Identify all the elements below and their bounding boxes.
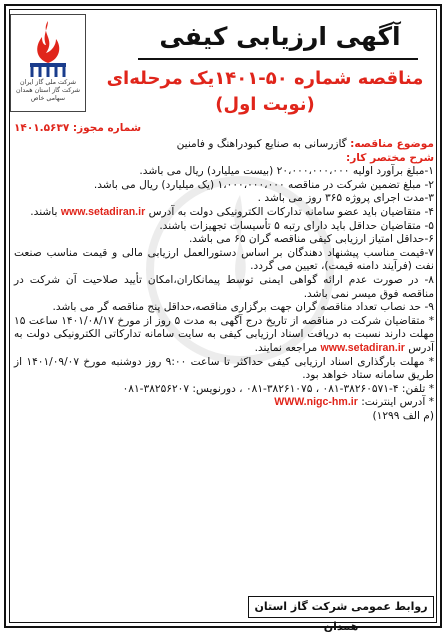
item-8: ۸- در صورت عدم ارائه گواهی ایمنی توسط پیمانکاران،امکان تأیید صلاحیت آن شرکت در مناقصه فوق میسر نمی باشد.: [14, 273, 434, 300]
item-4-text: ۴- متقاضیان باید عضو سامانه تدارکات الکترونیکی دولت به آدرس: [148, 205, 434, 218]
note-1: [14, 315, 434, 356]
company-logo: [10, 14, 86, 112]
tender-round: (نوبت اول): [215, 94, 315, 115]
item-6: ۶-حداقل امتیاز ارزیابی کیفی مناقصه گران ۶۵ می باشد.: [188, 233, 434, 246]
setadiran-link-2[interactable]: www.setadiran.ir: [320, 341, 405, 354]
description-line: [14, 152, 434, 166]
subject-line: [14, 138, 434, 152]
title-divider: [138, 58, 418, 60]
item-5: ۵- متقاضیان حداقل باید دارای رتبه ۵ تأسیسات تجهیزات باشند.: [159, 219, 434, 232]
item-4: [14, 206, 434, 220]
note-1-suffix: مراجعه نمایند.: [254, 341, 321, 354]
item-3: ۳-مدت اجرای پروژه ۳۶۵ روز می باشد .: [257, 192, 434, 205]
website-line: [14, 396, 434, 410]
subject-label: موضوع مناقصه:: [350, 138, 434, 150]
setadiran-link[interactable]: www.setadiran.ir: [60, 205, 146, 218]
tender-number: مناقصه شماره ۵۰-۱۴۰۱یک مرحله‌ای: [106, 68, 424, 89]
logo-brand-line2: شرکت گاز استان همدان: [15, 87, 80, 94]
item-7: ۷-قیمت مناسب پیشنهاد دهندگان بر اساس دستورالعمل ارزیابی مالی و قیمت مناسب صنعت نفت (فرآیند دامنه قیمت)، تعیین می گردد.: [14, 246, 434, 273]
logo-brand-line1: شرکت ملی گاز ایران: [20, 79, 76, 86]
item-4-suffix: باشند.: [30, 205, 61, 218]
ad-body: [14, 138, 434, 423]
website-label: * آدرس اینترنت:: [357, 396, 434, 409]
note-1-text: * متقاضیان شرکت در مناقصه از تاریخ درج آگهی به مدت ۵ روز از مورخ ۱۴۰۱/۰۸/۱۷ ساعت ۱۵ مهلت دارند نسبت به دریافت اسناد ارزیابی کیفی به سایت سامانه تدارکاتی الکترونیکی دولت به آدرس: [14, 314, 434, 354]
phone-line: * تلفن: ۴-۳۸۲۶۰۵۷۱-۰۸۱ ، ۳۸۲۶۱۰۷۵-۰۸۱ ، دورنویس: ۳۸۲۵۶۲۰۷-۰۸۱: [122, 382, 434, 395]
item-1: ۱-مبلغ برآورد اولیه ۲۰،۰۰۰،۰۰۰،۰۰۰ (بیست میلیارد) ریال می باشد.: [139, 165, 434, 178]
item-9: ۹- حد نصاب تعداد مناقصه گران جهت برگزاری مناقصه،حداقل پنج مناقصه گر می باشد.: [52, 301, 434, 314]
website-link[interactable]: WWW.nigc-hm.ir: [274, 396, 358, 409]
note-2: * مهلت بارگذاری اسناد ارزیابی کیفی حداکثر تا ساعت ۹:۰۰ روز دوشنبه مورخ ۱۴۰۱/۰۹/۰۷ از طریق سامانه ستاد خواهد بود.: [14, 355, 434, 382]
description-label: شرح مختصر کار:: [345, 151, 434, 164]
item-2: ۲- مبلغ تضمین شرکت در مناقصه ۱،۰۰۰،۰۰۰،۰۰۰ (یک میلیارد) ریال می باشد.: [93, 178, 434, 191]
public-relations-signature: روابط عمومی شرکت گاز استان همدان: [248, 596, 434, 618]
ad-title: آگهی ارزیابی کیفی: [159, 22, 401, 51]
logo-brand-line3: سهامی خاص: [30, 95, 66, 102]
permit-number: شماره مجوز: ۱۴۰۱.۵۶۳۷: [14, 122, 142, 134]
ad-code: (م الف ۱۲۹۹): [372, 409, 434, 422]
gas-flame-logo-icon: [22, 19, 74, 79]
subject-text: گازرسانی به صنایع کبودراهنگ و فامنین: [176, 138, 351, 150]
